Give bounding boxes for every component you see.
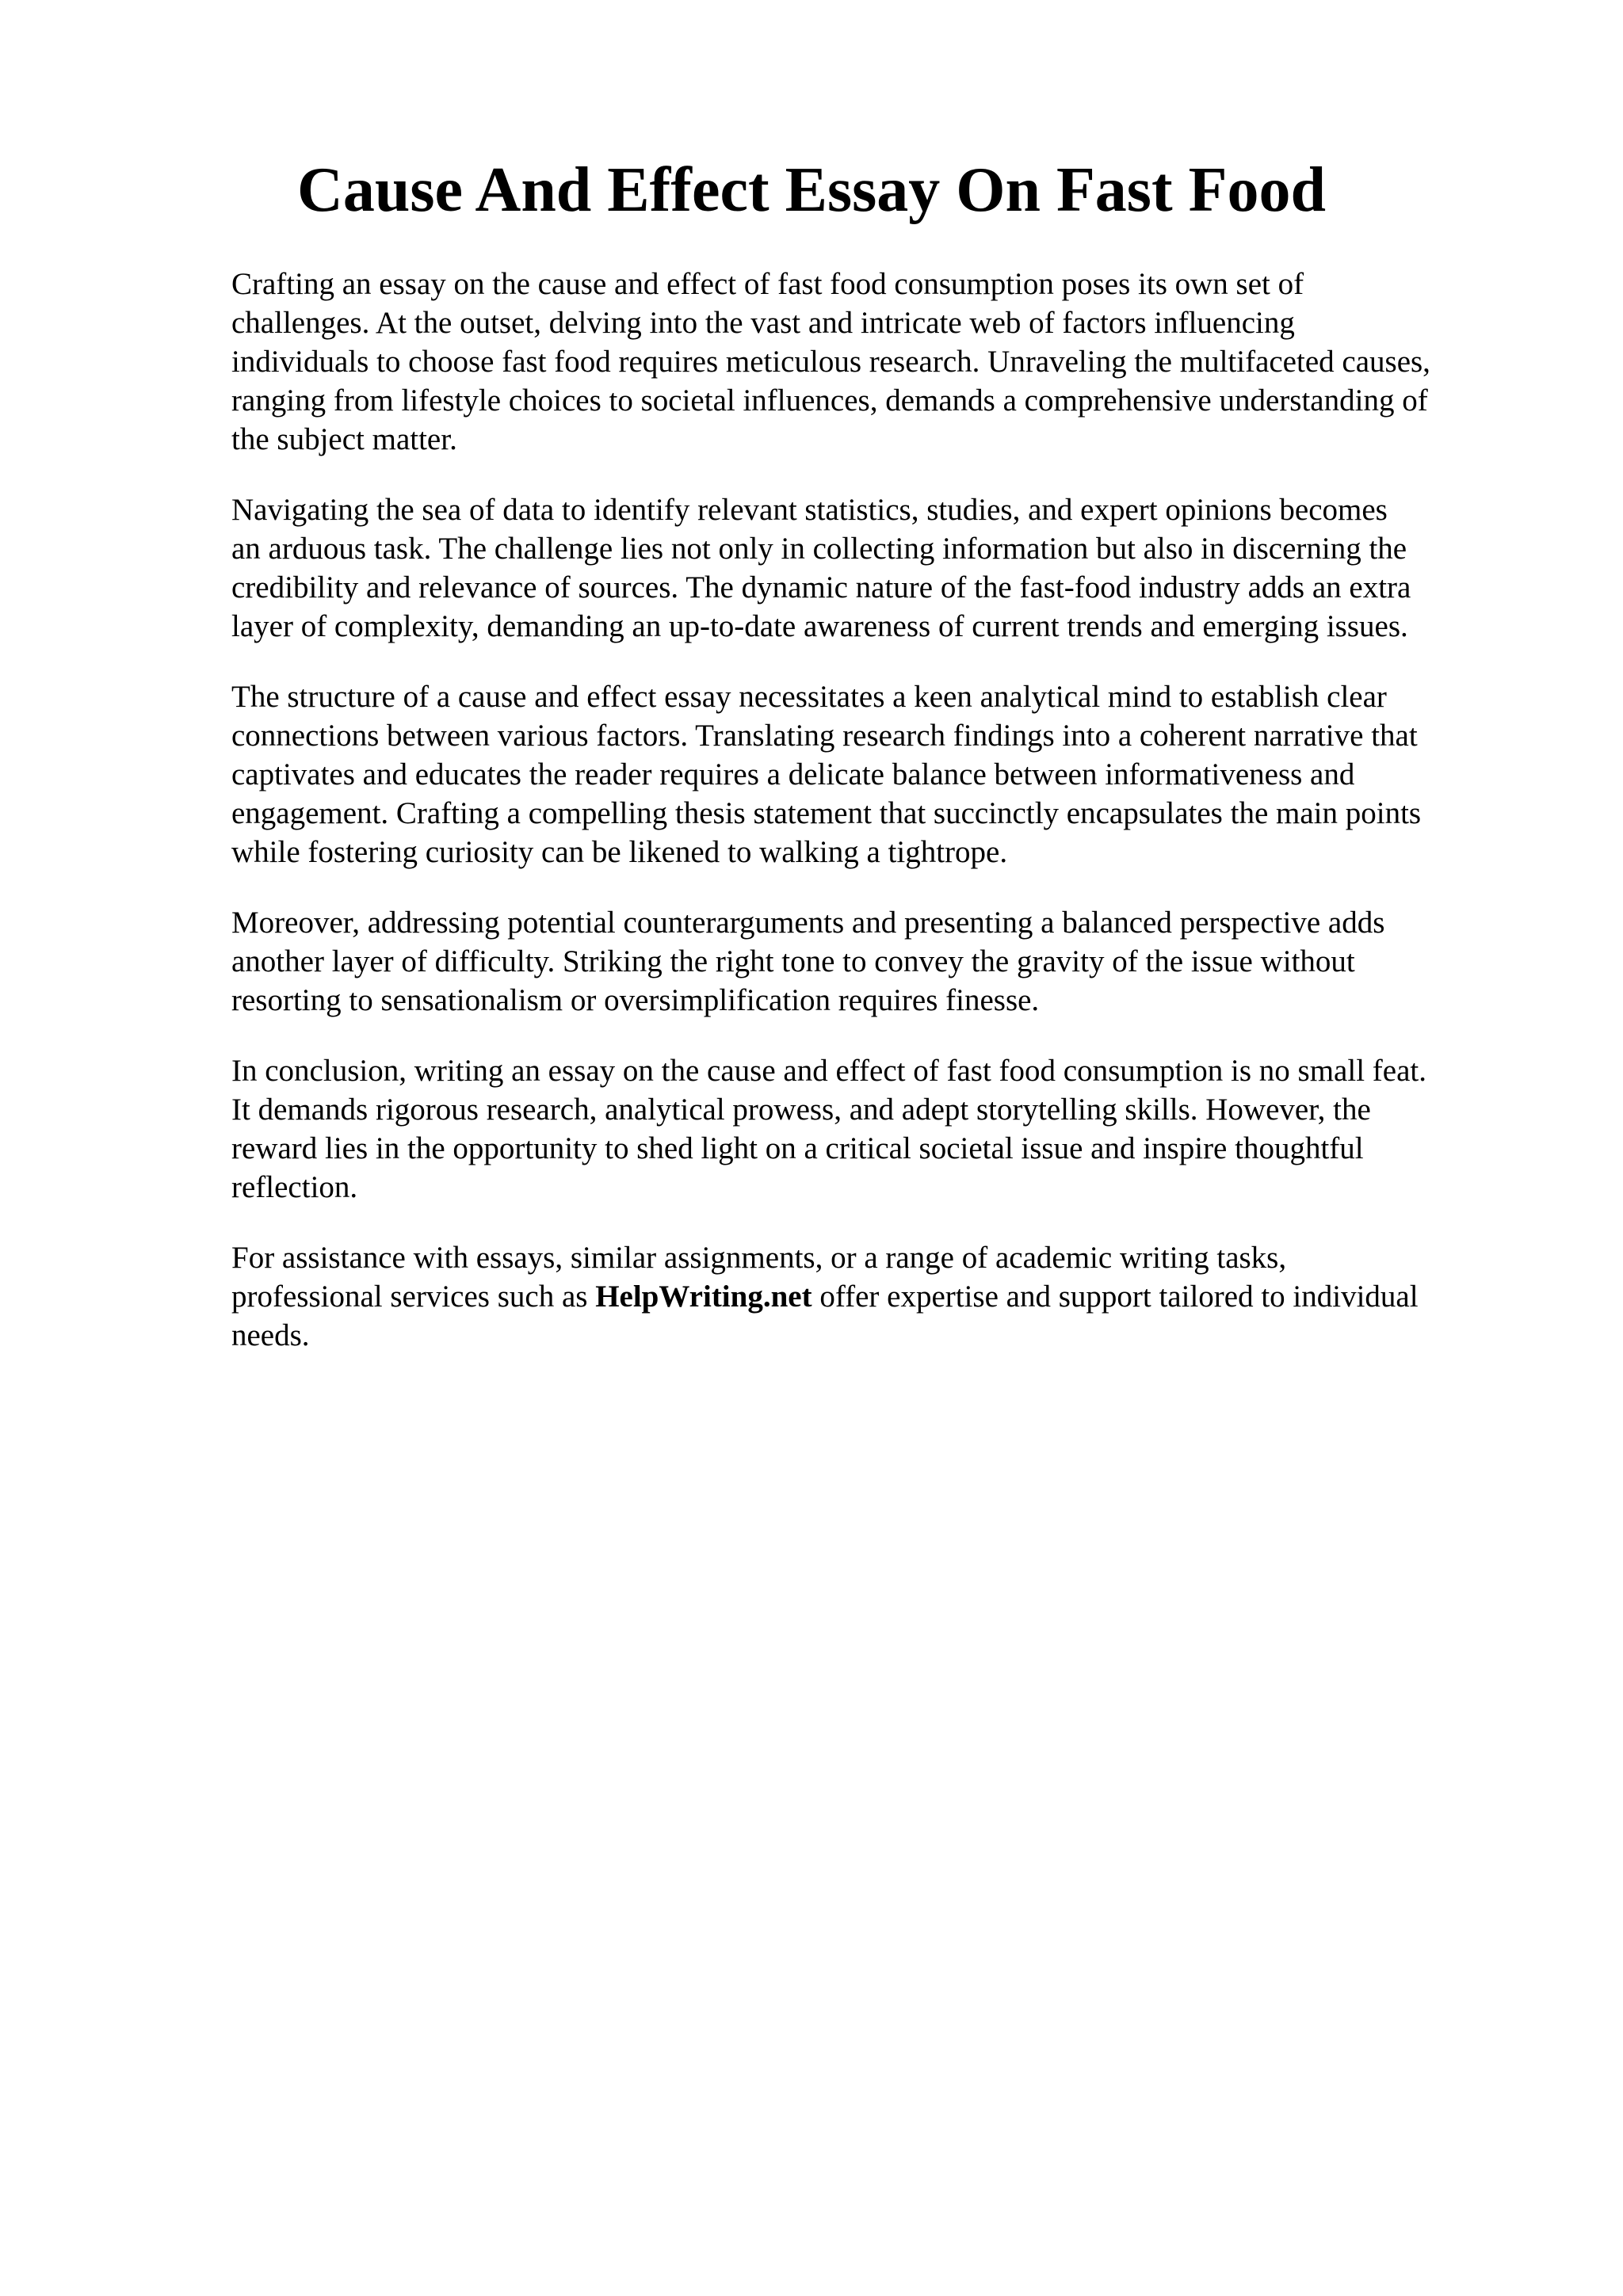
paragraph-line: resorting to sensationalism or oversimplification requires finesse. xyxy=(231,983,1040,1017)
closing-text-before: professional services such as xyxy=(231,1280,596,1314)
essay-body xyxy=(231,265,1515,1386)
paragraph-line: the subject matter. xyxy=(231,422,457,456)
paragraph-line: individuals to choose fast food requires meticulous research. Unraveling the multifaceted causes, xyxy=(231,345,1430,379)
paragraph-line: challenges. At the outset, delving into the vast and intricate web of factors influencing xyxy=(231,306,1295,340)
paragraph-line: credibility and relevance of sources. The dynamic nature of the fast-food industry adds an extra xyxy=(231,570,1411,605)
closing-text-after: offer expertise and support tailored to individual xyxy=(812,1280,1419,1314)
paragraph-line: an arduous task. The challenge lies not only in collecting information but also in discerning the xyxy=(231,532,1407,566)
paragraph-line: needs. xyxy=(231,1318,310,1352)
helpwriting-brand-link[interactable]: HelpWriting.net xyxy=(595,1280,812,1314)
page-title: Cause And Effect Essay On Fast Food xyxy=(297,155,1326,225)
paragraph-5 xyxy=(231,1051,1515,1207)
paragraph-line: reward lies in the opportunity to shed light on a critical societal issue and inspire thoughtful xyxy=(231,1131,1364,1165)
paragraph-line: In conclusion, writing an essay on the cause and effect of fast food consumption is no small feat. xyxy=(231,1054,1426,1088)
closing-paragraph xyxy=(231,1238,1515,1355)
paragraph-line: engagement. Crafting a compelling thesis statement that succinctly encapsulates the main points xyxy=(231,796,1422,830)
paragraph-line: another layer of difficulty. Striking the right tone to convey the gravity of the issue without xyxy=(231,944,1355,978)
paragraph-2 xyxy=(231,490,1515,646)
paragraph-line: while fostering curiosity can be likened to walking a tightrope. xyxy=(231,835,1008,869)
paragraph-line xyxy=(231,1277,1515,1316)
paragraph-line: layer of complexity, demanding an up-to-date awareness of current trends and emerging issues. xyxy=(231,609,1408,643)
paragraph-line: Crafting an essay on the cause and effect of fast food consumption poses its own set of xyxy=(231,267,1304,301)
paragraph-line: reflection. xyxy=(231,1170,358,1204)
paragraph-line: connections between various factors. Translating research findings into a coherent narrative that xyxy=(231,719,1418,753)
paragraph-line: ranging from lifestyle choices to societal influences, demands a comprehensive understanding of xyxy=(231,383,1428,418)
paragraph-line: The structure of a cause and effect essay necessitates a keen analytical mind to establish clear xyxy=(231,680,1387,714)
paragraph-line: captivates and educates the reader requires a delicate balance between informativeness and xyxy=(231,757,1355,791)
paragraph-4 xyxy=(231,903,1515,1020)
paragraph-line: It demands rigorous research, analytical prowess, and adept storytelling skills. However, the xyxy=(231,1093,1371,1127)
paragraph-line: For assistance with essays, similar assignments, or a range of academic writing tasks, xyxy=(231,1241,1287,1275)
paragraph-line: Moreover, addressing potential counterarguments and presenting a balanced perspective adds xyxy=(231,906,1385,940)
paragraph-3 xyxy=(231,677,1515,871)
paragraph-line: Navigating the sea of data to identify relevant statistics, studies, and expert opinions becomes xyxy=(231,493,1388,527)
paragraph-1 xyxy=(231,265,1515,459)
